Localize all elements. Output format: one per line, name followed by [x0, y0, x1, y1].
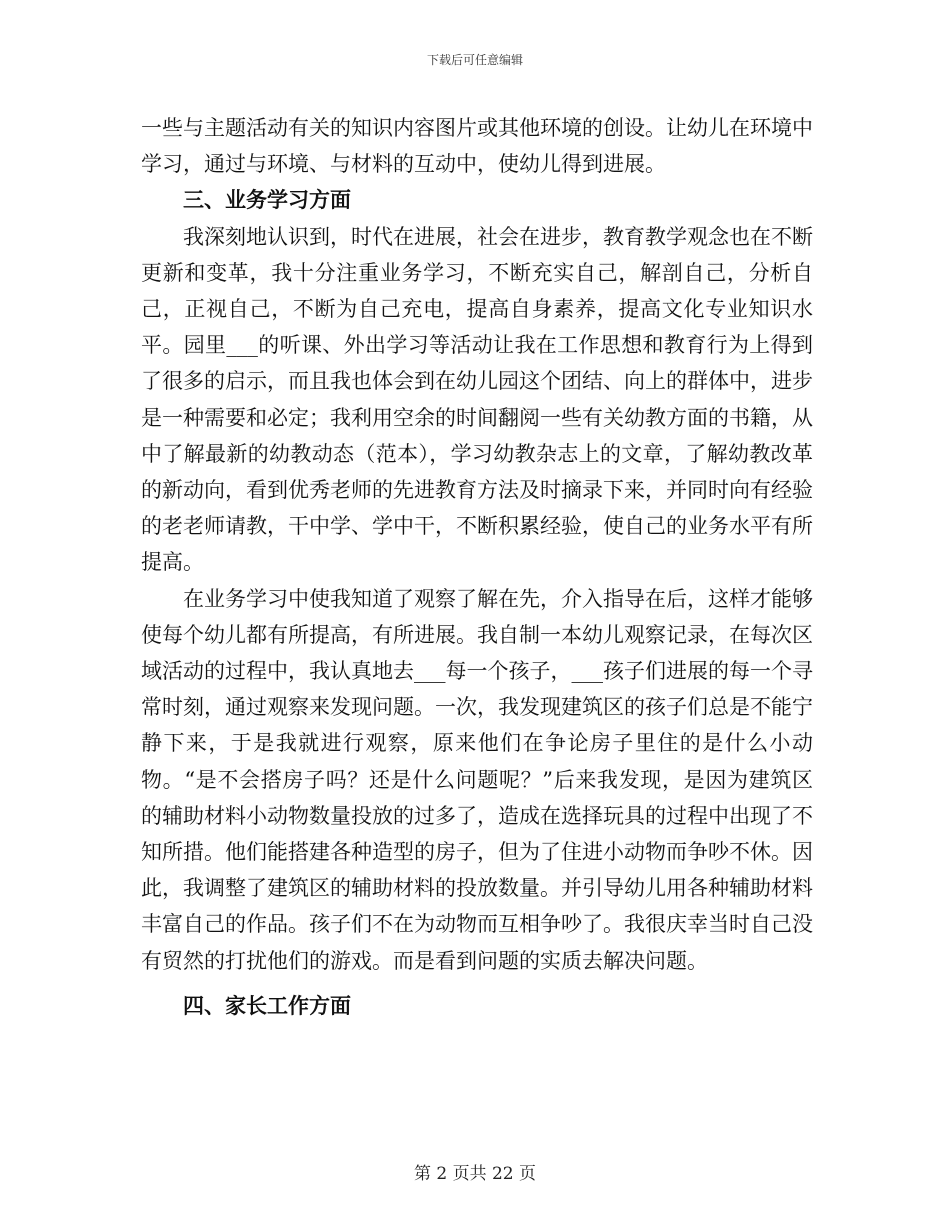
document-body: [141, 110, 813, 1024]
page-header: 下载后可任意编辑: [426, 53, 523, 67]
section-heading-parent-work: 四、家长工作方面: [183, 992, 351, 1018]
section-heading-business-study: 三、业务学习方面: [183, 187, 351, 213]
paragraph-observation: 在业务学习中使我知道了观察了解在先，介入指导在后，这样才能够使每个幼儿都有所提高，有所进展。我自制一本幼儿观察记录，在每次区域活动的过程中，我认真地去___每一个孩子，___孩子们进展的每一个寻常时刻，通过观察来发现问题。一次，我发现建筑区的孩子们总是不能宁静下来，于是我就进行观察，原来他们在争论房子里住的是什么小动物。“是不会搭房子吗？还是什么问题呢？”后来我发现，是因为建筑区的辅助材料小动物数量投放的过多了，造成在选择玩具的过程中出现了不知所措。他们能搭建各种造型的房子，但为了住进小动物而争吵不休。因此，我调整了建筑区的辅助材料的投放数量。并引导幼儿用各种辅助材料丰富自己的作品。孩子们不在为动物而互相争吵了。我很庆幸当时自己没有贸然的打扰他们的游戏。而是看到问题的实质去解决问题。: [141, 586, 813, 973]
paragraph-environment: 一些与主题活动有关的知识内容图片或其他环境的创设。让幼儿在环境中学习，通过与环境、与材料的互动中，使幼儿得到进展。: [141, 116, 813, 177]
paragraph-business-study: 我深刻地认识到，时代在进展，社会在进步，教育教学观念也在不断更新和变革，我十分注重业务学习，不断充实自己，解剖自己，分析自己，正视自己，不断为自己充电，提高自身素养，提高文化专业知识水平。园里___的听课、外出学习等活动让我在工作思想和教育行为上得到了很多的启示，而且我也体会到在幼儿园这个团结、向上的群体中，进步是一种需要和必定；我利用空余的时间翻阅一些有关幼教方面的书籍，从中了解最新的幼教动态（范本），学习幼教杂志上的文章，了解幼教改革的新动向，看到优秀老师的先进教育方法及时摘录下来，并同时向有经验的老老师请教，干中学、学中干，不断积累经验，使自己的业务水平有所提高。: [141, 224, 813, 575]
page-number-footer: 第 2 页共 22 页: [413, 1164, 537, 1184]
